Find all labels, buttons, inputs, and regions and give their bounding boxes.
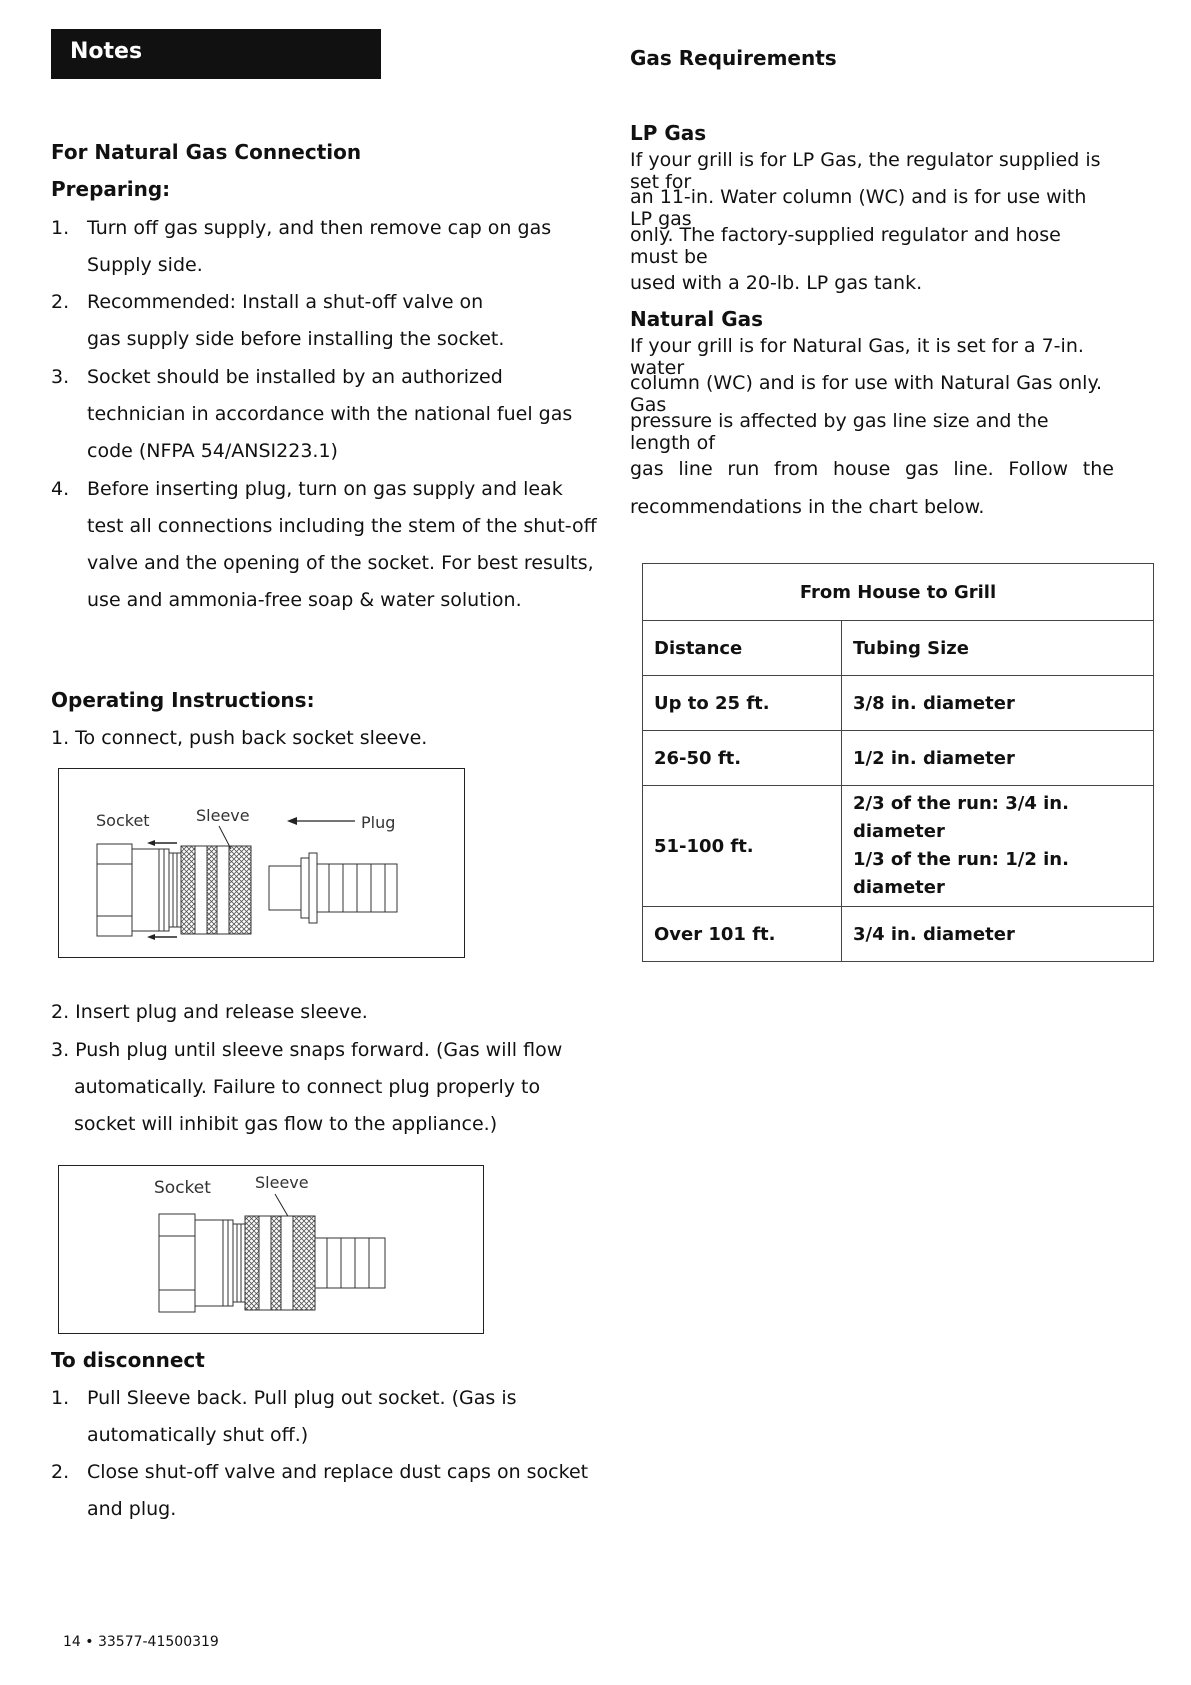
step-number: 1. [51,217,70,239]
paragraph-text: only. The factory-supplied regulator and hose must be [630,223,1061,268]
page-footer: 14 • 33577-41500319 [63,1634,219,1650]
word: line [678,458,713,481]
natural-gas-connection-heading: For Natural Gas Connection [51,140,362,164]
word: gas [630,458,664,481]
socket-label: Socket [154,1178,211,1198]
tubing-size-table [642,563,1154,962]
paragraph-text: pressure is affected by gas line size and the length of [630,409,1049,454]
step-text: Pull Sleeve back. Pull plug out socket. (Gas is [87,1387,517,1409]
tubing-size-cell [842,786,1154,907]
step-text: automatically shut off.) [87,1424,309,1446]
step-number: 2. [51,1461,70,1483]
word: house [832,458,891,481]
paragraph-line [630,409,1114,454]
paragraph-text [630,458,1114,480]
natural-gas-heading: Natural Gas [630,307,764,331]
disconnect-heading: To disconnect [51,1348,205,1372]
connected-figure [58,1165,484,1334]
natural-gas-paragraph [630,334,1114,526]
column-header-distance: Distance [643,621,842,676]
distance-cell: Over 101 ft. [643,907,842,962]
step-text: code (NFPA 54/ANSI223.1) [87,440,338,462]
table-row [643,676,1154,731]
paragraph-text: recommendations in the chart below. [630,495,985,518]
table-row [643,786,1154,907]
step-text: and plug. [87,1498,177,1520]
tubing-size-cell: 1/2 in. diameter [842,731,1154,786]
operating-step-3-line: 3. Push plug until sleeve snaps forward. (Gas will flow [51,1039,563,1061]
step-text: use and ammonia-free soap & water solution. [87,589,522,611]
connect-figure [58,768,465,958]
paragraph-line [630,186,1114,231]
paragraph-line [630,265,1114,303]
step-number: 4. [51,478,70,500]
step-text: test all connections including the stem of the shut-off [87,515,597,537]
paragraph-text: If your grill is for Natural Gas, it is set for a 7-in. water [630,334,1084,379]
operating-step-3-line: socket will inhibit gas flow to the appliance.) [74,1113,498,1135]
lp-gas-heading: LP Gas [630,121,707,145]
step-text: Supply side. [87,254,203,276]
sleeve-label: Sleeve [196,806,250,825]
step-text: Close shut-off valve and replace dust caps on socket [87,1461,589,1483]
lp-gas-paragraph [630,148,1114,302]
socket-label: Socket [96,811,150,830]
notes-title: Notes [70,39,143,64]
operating-step-1: 1. To connect, push back socket sleeve. [51,727,428,749]
gas-requirements-heading: Gas Requirements [630,46,837,70]
paragraph-text: an 11-in. Water column (WC) and is for use with LP gas [630,186,1087,231]
distance-cell: 26-50 ft. [643,731,842,786]
socket-and-plug-drawing [59,769,464,957]
table-row [643,731,1154,786]
paragraph-text: used with a 20-lb. LP gas tank. [630,272,923,295]
paragraph-line [630,488,1114,526]
word: from [774,458,819,481]
distance-cell: Up to 25 ft. [643,676,842,731]
table-column-row [643,621,1154,676]
paragraph-line [630,451,1114,489]
word: run [727,458,760,481]
step-number: 3. [51,366,70,388]
tubing-size-line: 2/3 of the run: 3/4 in. diameter [853,793,1069,842]
paragraph-line [630,372,1114,417]
word: line. [953,458,994,481]
table-row [643,907,1154,962]
preparing-heading: Preparing: [51,177,171,201]
operating-instructions-heading: Operating Instructions: [51,688,315,712]
word: the [1082,458,1114,481]
step-number: 2. [51,291,70,313]
step-text: Socket should be installed by an authorized [87,366,503,388]
step-text: gas supply side before installing the socket. [87,328,505,350]
step-text: Recommended: Install a shut-off valve on [87,291,484,313]
connected-drawing [59,1166,483,1333]
distance-cell: 51-100 ft. [643,786,842,907]
notes-banner [51,29,381,79]
tubing-size-cell: 3/4 in. diameter [842,907,1154,962]
paragraph-text: column (WC) and is for use with Natural Gas only. Gas [630,372,1103,417]
tubing-size-cell: 3/8 in. diameter [842,676,1154,731]
table-title: From House to Grill [643,564,1154,621]
step-text: Turn off gas supply, and then remove cap on gas [87,217,552,239]
word: Follow [1008,458,1069,481]
paragraph-line [630,334,1114,379]
table-header-row [643,564,1154,621]
step-text: valve and the opening of the socket. For best results, [87,552,594,574]
paragraph-line [630,148,1114,193]
operating-step-2: 2. Insert plug and release sleeve. [51,1001,368,1023]
step-number: 1. [51,1387,70,1409]
plug-label: Plug [361,813,396,832]
column-header-tubing-size: Tubing Size [842,621,1154,676]
paragraph-text: If your grill is for LP Gas, the regulator supplied is set for [630,148,1101,193]
step-text: technician in accordance with the national fuel gas [87,403,573,425]
operating-step-3-line: automatically. Failure to connect plug properly to [74,1076,541,1098]
step-text: Before inserting plug, turn on gas supply and leak [87,478,563,500]
sleeve-label: Sleeve [255,1173,309,1192]
word: gas [905,458,939,481]
tubing-size-line: 1/3 of the run: 1/2 in. diameter [853,849,1069,898]
paragraph-line [630,223,1114,268]
